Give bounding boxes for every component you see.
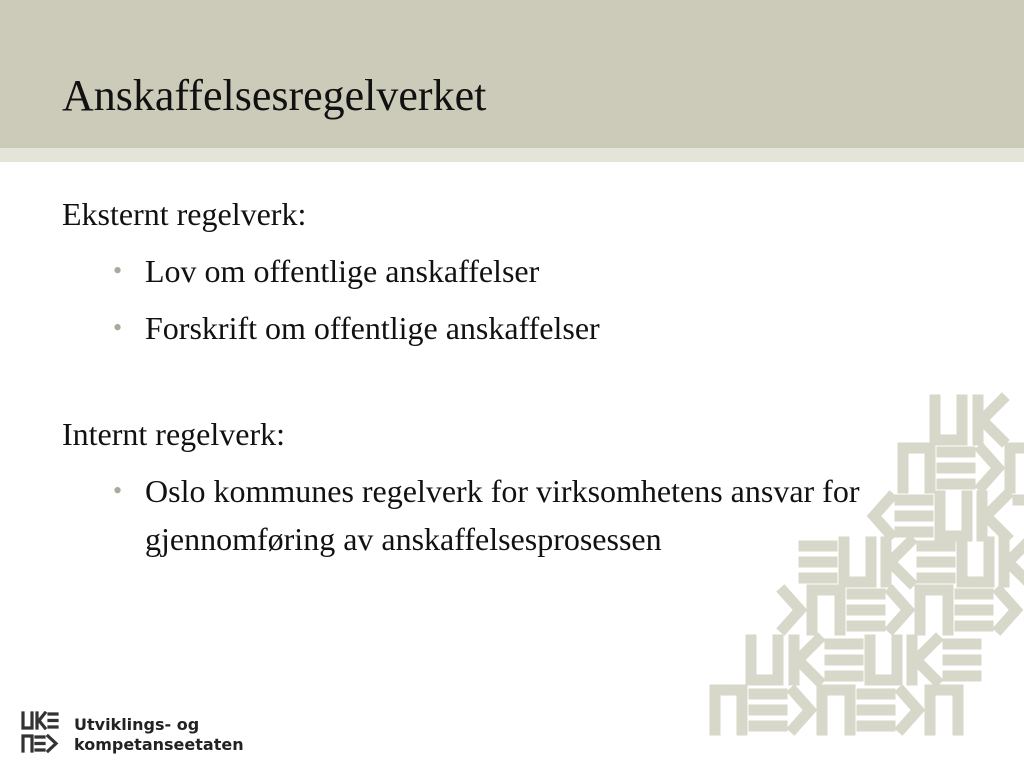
agency-name-line1: Utviklings- og [74,715,200,734]
section-heading-internal: Internt regelverk: [62,416,285,452]
bullet-text: Lov om offentlige anskaffelser [145,253,540,289]
agency-name-line2: kompetanseetaten [74,735,244,754]
bullet-icon: • [113,476,123,505]
bullet-text: Oslo kommunes regelverk for virksomhetens ansvar for gjennomføring av anskaffelsesprosessen [145,473,860,557]
slide-title: Anskaffelsesregelverket [62,71,487,120]
title-bar-underline [0,148,1024,162]
bullet-icon: • [113,313,123,342]
bullet-text: Forskrift om offentlige anskaffelser [145,310,600,346]
bullet-item [62,247,992,295]
section-heading-external: Eksternt regelverk: [62,196,307,232]
uke-logo-icon [20,711,60,753]
uke-pattern-watermark-icon [680,390,1024,768]
bullet-item [62,304,992,352]
agency-name [74,715,244,755]
agency-logo [20,711,260,757]
bullet-icon: • [113,256,123,285]
